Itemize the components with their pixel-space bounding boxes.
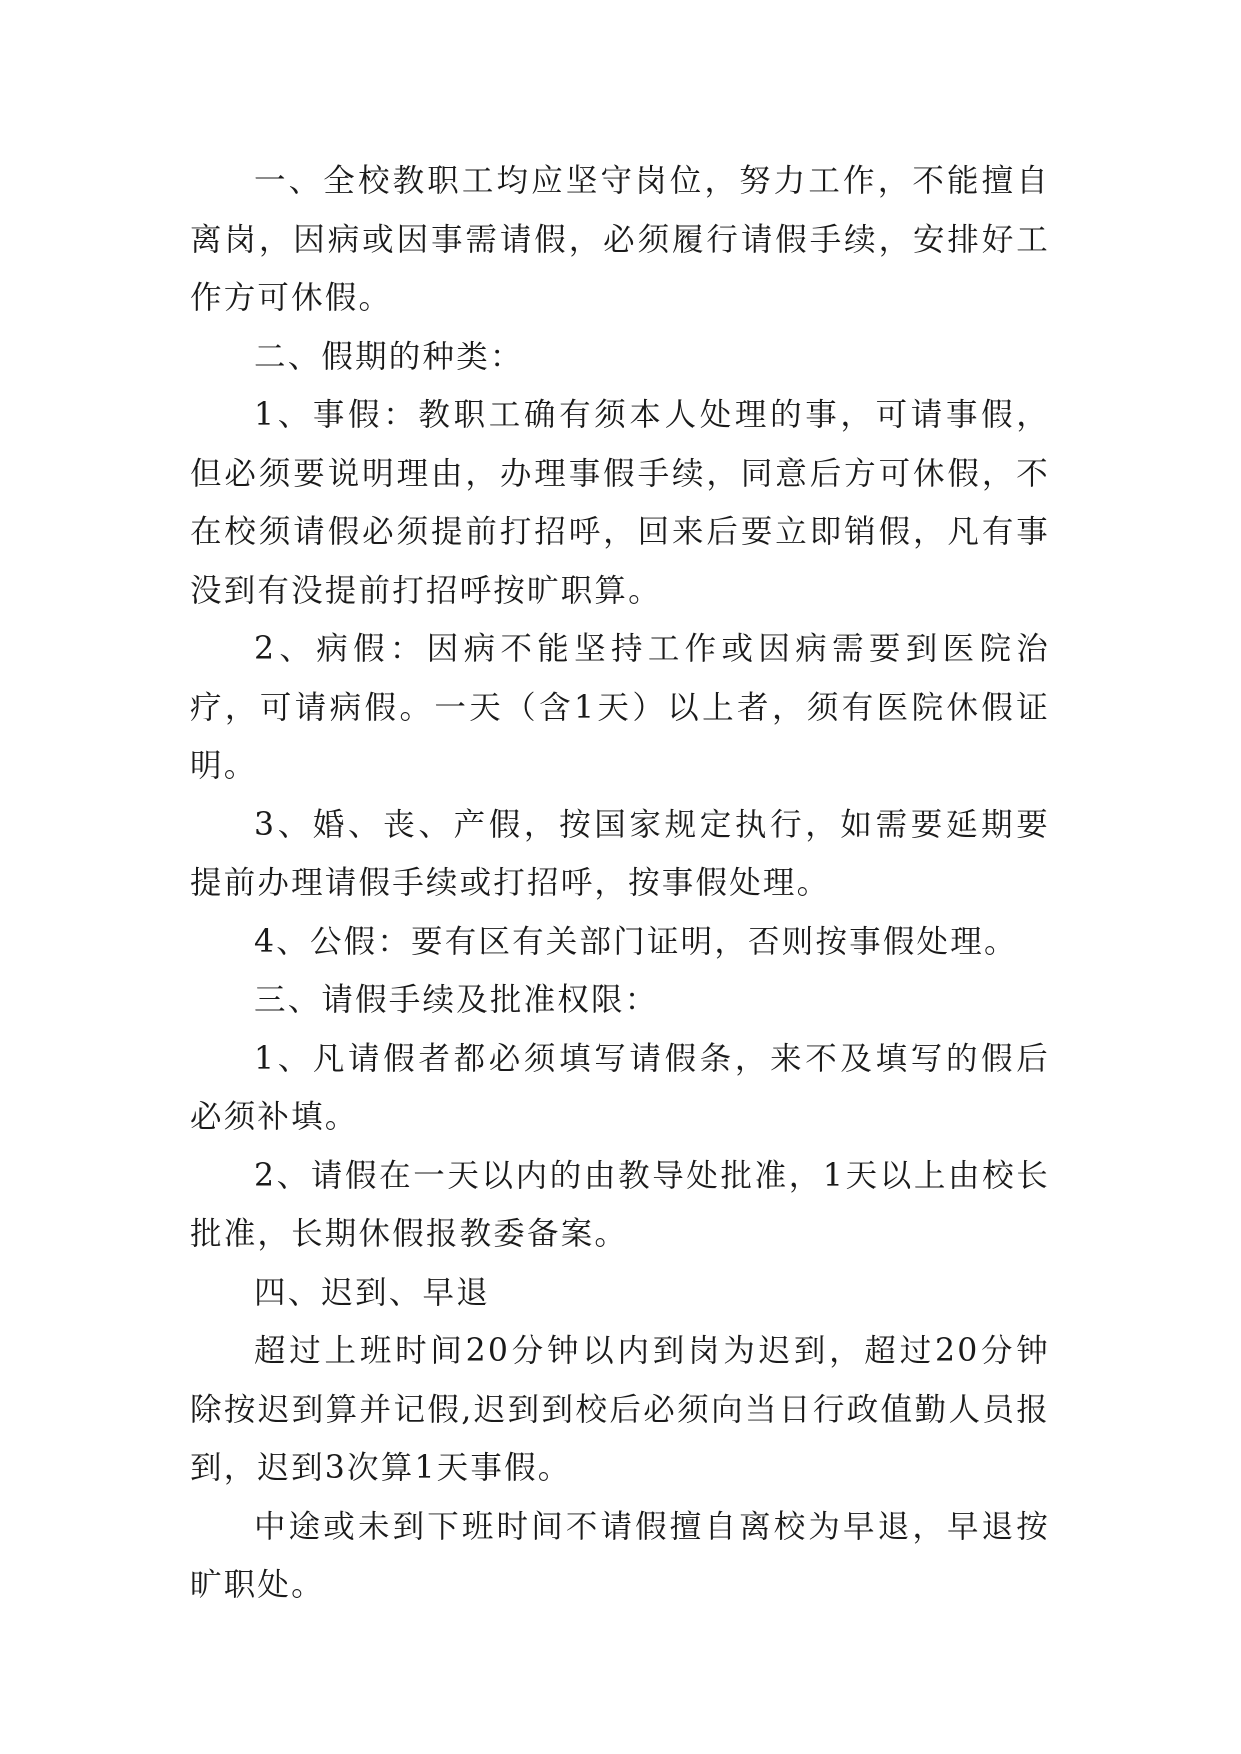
paragraph-marriage-funeral-maternity-leave: 3、婚、丧、产假，按国家规定执行，如需要延期要提前办理请假手续或打招呼，按事假处理。 (190, 806, 1050, 901)
document-body (190, 152, 1050, 1615)
paragraph-approval-authority: 2、请假在一天以内的由教导处批准，1天以上由校长批准，长期休假报教委备案。 (190, 1157, 1050, 1252)
paragraph-leave-types-heading: 二、假期的种类： (254, 338, 524, 375)
paragraph-official-leave: 4、公假：要有区有关部门证明，否则按事假处理。 (254, 923, 1018, 960)
paragraph-leave-slip: 1、凡请假者都必须填写请假条，来不及填写的假后必须补填。 (190, 1040, 1050, 1135)
paragraph-approval-heading: 三、请假手续及批准权限： (254, 982, 659, 1018)
paragraph-sick-leave: 2、病假：因病不能坚持工作或因病需要到医院治疗，可请病假。一天（含1天）以上者，须有医院休假证明。 (190, 631, 1050, 784)
paragraph-personal-leave: 1、事假：教职工确有须本人处理的事，可请事假，但必须要说明理由，办理事假手续，同意后方可休假，不在校须请假必须提前打招呼，回来后要立即销假，凡有事没到有没提前打招呼按旷职算。 (190, 397, 1050, 609)
paragraph-section-1-duty: 一、全校教职工均应坚守岗位，努力工作，不能擅自离岗，因病或因事需请假，必须履行请假手续，安排好工作方可休假。 (190, 163, 1050, 316)
paragraph-lateness-rule: 超过上班时间20分钟以内到岗为迟到，超过20分钟除按迟到算并记假,迟到到校后必须向当日行政值勤人员报到，迟到3次算1天事假。 (190, 1333, 1050, 1486)
paragraph-late-early-heading: 四、迟到、早退 (254, 1274, 490, 1311)
paragraph-early-leave-rule: 中途或未到下班时间不请假擅自离校为早退，早退按旷职处。 (190, 1508, 1050, 1603)
